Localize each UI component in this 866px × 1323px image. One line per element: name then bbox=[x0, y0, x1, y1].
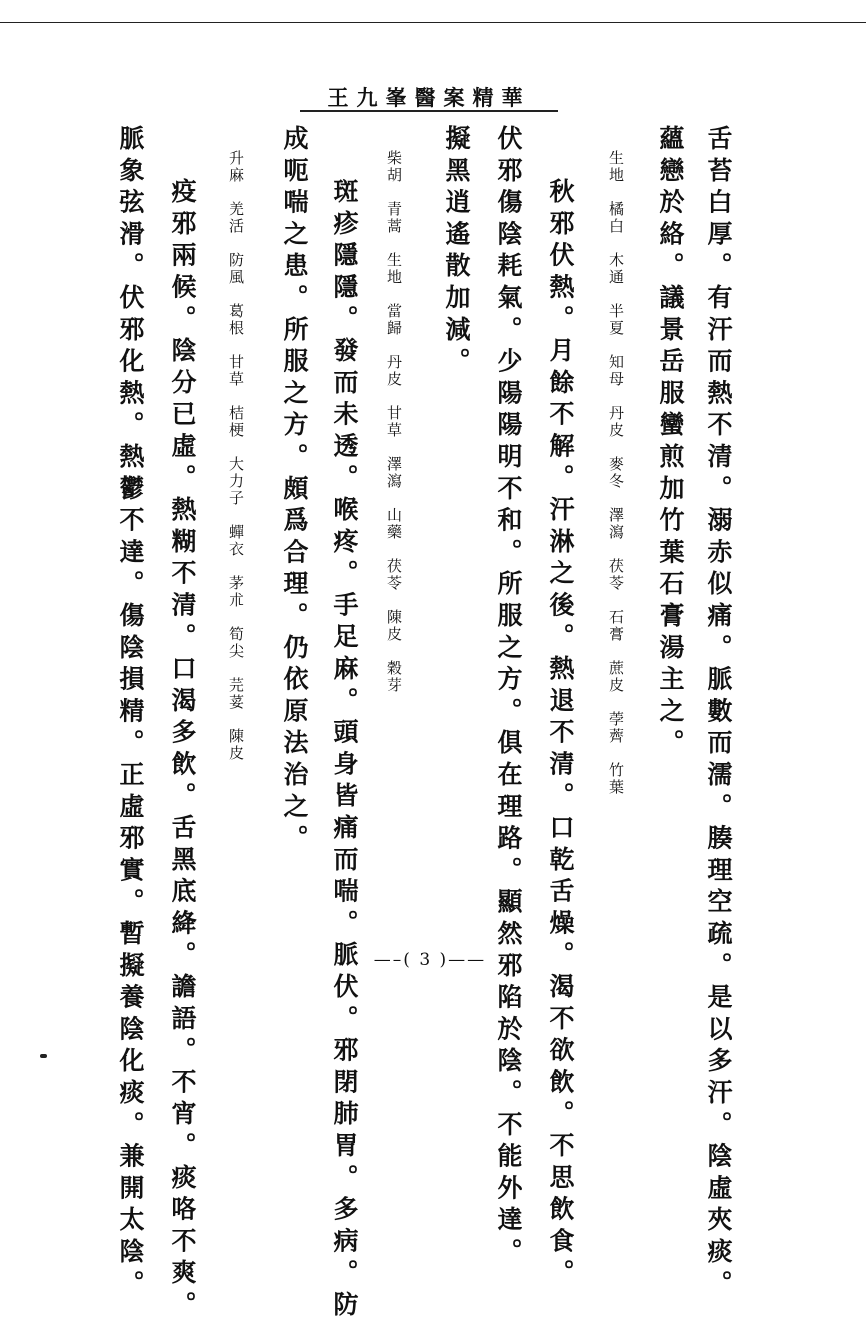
page-header-title: 王九峯醫案精華 bbox=[327, 85, 531, 110]
prescription-column-2: 柴胡 青蒿 生地 當歸 丹皮 甘草 澤瀉 山藥 茯苓 陳皮 穀芽 bbox=[385, 150, 403, 694]
page-number: —–( 3 )—— bbox=[373, 950, 487, 970]
text-column-9: 成呃喘之患。所服之方。頗爲合理。仍依原法治之。 bbox=[280, 125, 309, 857]
text-column-2: 蘊戀於絡。議景岳服蠻煎加竹葉石膏湯主之。 bbox=[656, 125, 685, 761]
text-column-12: 脈象弦滑。伏邪化熱。熱鬱不達。傷陰損精。正虛邪實。暫擬養陰化痰。兼開太陰。 bbox=[116, 125, 145, 1302]
prescription-column-3: 升麻 羌活 防風 葛根 甘草 桔梗 大力子 蟬衣 茅朮 筍尖 芫荽 陳皮 bbox=[227, 150, 245, 762]
text-column-8: 斑疹隱隱。發而未透。喉疼。手足麻。頭身皆痛而喘。脈伏。邪閉肺胃。多病。防 bbox=[330, 178, 359, 1323]
text-column-1: 舌苔白厚。有汗而熱不清。溺赤似痛。脈數而濡。腠理空疏。是以多汗。陰虛夾痰。 bbox=[704, 125, 733, 1302]
text-column-11: 疫邪兩候。陰分已虛。熱糊不清。口渴多飲。舌黑底絳。譫語。不宵。痰咯不爽。 bbox=[168, 178, 197, 1323]
header-underline bbox=[300, 110, 558, 112]
prescription-column-1: 生地 橘白 木通 半夏 知母 丹皮 麥冬 澤瀉 茯苓 石膏 蔗皮 荸薺 竹葉 bbox=[607, 150, 625, 796]
scan-speck bbox=[40, 1054, 47, 1058]
text-column-5: 伏邪傷陰耗氣。少陽陽明不和。所服之方。俱在理路。顯然邪陷於陰。不能外達。 bbox=[494, 125, 523, 1270]
top-rule bbox=[0, 22, 866, 23]
text-column-4: 秋邪伏熱。月餘不解。汗淋之後。熱退不清。口乾舌燥。渴不欲飲。不思飲食。 bbox=[546, 178, 575, 1291]
text-column-6: 擬黑逍遙散加減。 bbox=[442, 125, 471, 380]
